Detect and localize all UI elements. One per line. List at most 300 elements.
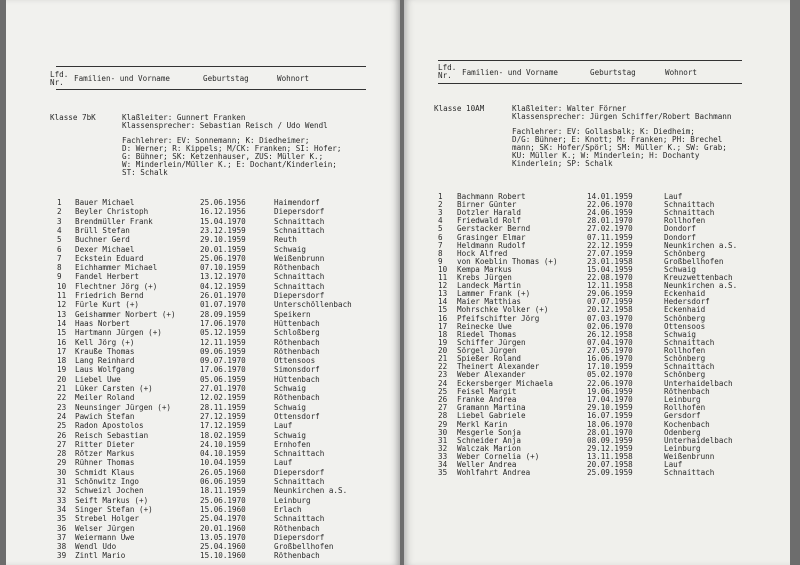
student-birthday: 20.07.1958 bbox=[587, 460, 633, 469]
student-residence: Odenberg bbox=[664, 427, 701, 437]
student-number: 14 bbox=[438, 297, 448, 307]
class-speakers: Klassensprecher: Jürgen Schiffer/Robert Bachmann bbox=[512, 112, 732, 121]
student-birthday: 28.09.1959 bbox=[200, 309, 246, 319]
student-residence: Diepersdorf bbox=[274, 291, 325, 300]
student-birthday: 22.12.1959 bbox=[587, 240, 633, 250]
right-page bbox=[404, 0, 790, 565]
student-name: Theinert Alexander bbox=[457, 362, 540, 372]
student-number: 21 bbox=[57, 384, 67, 393]
student-residence: Lauf bbox=[274, 458, 293, 468]
class-label: Klasse 10AM bbox=[434, 104, 485, 113]
student-name: Haas Norbert bbox=[75, 318, 130, 328]
subject-teachers-line: W: Minderlein/Müller K.; E: Dochant/Kinderlein; bbox=[122, 160, 337, 169]
student-name: Friedwald Rolf bbox=[457, 216, 522, 226]
student-birthday: 29.10.1959 bbox=[587, 403, 633, 413]
student-residence: Unterschöllenbach bbox=[274, 300, 352, 310]
student-number: 23 bbox=[438, 370, 448, 380]
student-name: Schönwitz Ingo bbox=[75, 477, 140, 486]
student-number: 27 bbox=[438, 403, 448, 413]
student-residence: Ernhofen bbox=[274, 439, 311, 449]
student-birthday: 26.01.1970 bbox=[200, 291, 246, 300]
student-residence: Diepersdorf bbox=[274, 207, 325, 217]
table-row bbox=[6, 236, 400, 245]
student-number: 13 bbox=[438, 289, 448, 299]
student-residence: Schwaig bbox=[274, 244, 307, 254]
subject-teachers bbox=[512, 128, 727, 168]
subject-teachers-line: mann; SK: Hofer/Spörl; SM: Müller K.; SW: Grab; bbox=[512, 143, 727, 152]
student-birthday: 29.12.1959 bbox=[587, 443, 633, 453]
student-number: 10 bbox=[57, 281, 67, 291]
student-residence: Schönberg bbox=[664, 313, 706, 323]
student-birthday: 25.06.1970 bbox=[200, 253, 246, 263]
subject-teachers-line: D/G: Bühner; E: Knott; M: Franken; PH: Brechel bbox=[512, 135, 723, 144]
nr-label: Lfd. bbox=[50, 70, 69, 79]
student-residence: Dondorf bbox=[664, 224, 697, 234]
student-residence: Diepersdorf bbox=[274, 532, 325, 542]
student-name: Wendl Udo bbox=[75, 542, 117, 552]
student-residence: Schnaittach bbox=[274, 514, 325, 524]
student-name: Schiffer Jürgen bbox=[457, 337, 526, 347]
student-birthday: 15.04.1970 bbox=[200, 216, 246, 226]
student-birthday: 26.12.1958 bbox=[587, 329, 633, 339]
student-residence: Röthenbach bbox=[274, 263, 320, 273]
table-row bbox=[6, 301, 400, 310]
student-number: 8 bbox=[57, 263, 62, 273]
col-nr-header bbox=[50, 71, 68, 87]
student-name: Dotzler Harald bbox=[457, 208, 522, 218]
student-residence: Kochenbach bbox=[664, 419, 710, 429]
col-name-header: Familien- und Vorname bbox=[462, 68, 559, 77]
student-number: 25 bbox=[438, 387, 448, 397]
class-teacher: Klaßleiter: Walter Förner bbox=[512, 104, 627, 113]
student-residence: Hüttenbach bbox=[274, 374, 320, 384]
student-birthday: 26.05.1960 bbox=[200, 467, 246, 477]
nr-label: Lfd. bbox=[438, 63, 457, 72]
table-row bbox=[6, 208, 400, 217]
student-residence: Rollhofen bbox=[664, 216, 706, 226]
student-residence: Schnaittach bbox=[664, 362, 715, 372]
student-birthday: 27.12.1959 bbox=[200, 411, 246, 421]
student-number: 7 bbox=[57, 253, 62, 263]
student-birthday: 06.06.1959 bbox=[200, 477, 246, 486]
class-teacher: Klaßleiter: Gunnert Franken bbox=[122, 113, 246, 122]
student-name: Reisch Sebastian bbox=[75, 430, 149, 440]
student-birthday: 29.10.1959 bbox=[200, 235, 246, 245]
student-birthday: 07.07.1959 bbox=[587, 297, 633, 307]
header-rule-bottom bbox=[56, 89, 366, 90]
student-residence: Schönberg bbox=[664, 354, 706, 363]
table-row bbox=[404, 469, 790, 478]
student-residence: Neunkirchen a.S. bbox=[274, 486, 348, 496]
student-residence: Speikern bbox=[274, 309, 311, 319]
student-birthday: 17.12.1959 bbox=[200, 421, 246, 431]
student-number: 2 bbox=[438, 200, 443, 210]
student-birthday: 24.06.1959 bbox=[587, 208, 633, 218]
student-number: 35 bbox=[438, 468, 448, 478]
student-name: Beyler Christoph bbox=[75, 207, 149, 217]
student-number: 38 bbox=[57, 542, 67, 552]
student-residence: Lauf bbox=[274, 421, 293, 431]
student-residence: Schwaig bbox=[664, 264, 697, 274]
student-birthday: 15.10.1960 bbox=[200, 551, 246, 561]
student-number: 2 bbox=[57, 207, 62, 217]
student-birthday: 29.06.1959 bbox=[587, 289, 633, 299]
student-name: Merkl Karin bbox=[457, 419, 508, 429]
student-name: Schweizl Jochen bbox=[75, 486, 144, 496]
student-residence: Röthenbach bbox=[274, 337, 320, 347]
student-residence: Leinburg bbox=[274, 495, 311, 505]
student-name: Sörgel Jürgen bbox=[457, 345, 517, 355]
student-birthday: 02.06.1970 bbox=[587, 321, 633, 331]
student-birthday: 25.09.1959 bbox=[587, 468, 633, 478]
student-name: Spießer Roland bbox=[457, 354, 522, 363]
student-name: Radon Apostolos bbox=[75, 421, 144, 431]
student-name: Meiler Roland bbox=[75, 393, 135, 403]
student-name: Feisel Margit bbox=[457, 387, 517, 397]
student-birthday: 12.11.1958 bbox=[587, 281, 633, 291]
student-number: 15 bbox=[438, 305, 448, 315]
student-number: 29 bbox=[438, 419, 448, 429]
student-birthday: 28.01.1970 bbox=[587, 216, 633, 226]
student-number: 7 bbox=[438, 240, 443, 250]
student-number: 18 bbox=[438, 329, 448, 339]
student-birthday: 18.06.1970 bbox=[587, 419, 633, 429]
student-name: Lammer Frank (+) bbox=[457, 289, 531, 299]
student-name: Walczak Marion bbox=[457, 443, 522, 453]
student-birthday: 19.06.1959 bbox=[587, 387, 633, 397]
student-number: 32 bbox=[438, 443, 448, 453]
col-name-header: Familien- und Vorname bbox=[74, 74, 171, 83]
student-number: 33 bbox=[57, 495, 67, 505]
student-number: 20 bbox=[438, 345, 448, 355]
student-name: Bauer Michael bbox=[75, 198, 135, 207]
student-name: Reinecke Uwe bbox=[457, 321, 512, 331]
header-rule-bottom bbox=[438, 83, 742, 84]
student-name: Lüker Carsten (+) bbox=[75, 384, 153, 393]
student-number: 31 bbox=[438, 435, 448, 445]
student-birthday: 23.12.1959 bbox=[200, 225, 246, 235]
student-name: Schneider Anja bbox=[457, 435, 522, 445]
student-name: Hartmann Jürgen (+) bbox=[75, 328, 162, 338]
student-residence: Schwaig bbox=[274, 384, 307, 393]
student-birthday: 16.12.1956 bbox=[200, 207, 246, 217]
student-number: 17 bbox=[57, 346, 67, 356]
student-number: 24 bbox=[438, 379, 448, 388]
student-residence: Röthenbach bbox=[664, 387, 710, 397]
student-birthday: 20.01.1959 bbox=[200, 244, 246, 254]
student-name: Fürle Kurt (+) bbox=[75, 300, 140, 310]
student-residence: Ottensoos bbox=[664, 321, 706, 331]
student-number: 12 bbox=[57, 300, 67, 310]
student-number: 16 bbox=[57, 337, 67, 347]
student-birthday: 17.06.1970 bbox=[200, 365, 246, 375]
subject-teachers bbox=[122, 137, 341, 177]
student-name: Mohrschke Volker (+) bbox=[457, 305, 549, 315]
student-name: Maier Matthias bbox=[457, 297, 522, 307]
student-residence: Eckenhaid bbox=[664, 305, 706, 315]
student-number: 19 bbox=[438, 337, 448, 347]
student-birthday: 01.07.1970 bbox=[200, 300, 246, 310]
header-rule-top bbox=[438, 60, 742, 61]
student-number: 3 bbox=[57, 216, 62, 226]
student-number: 6 bbox=[57, 244, 62, 254]
table-row bbox=[6, 394, 400, 403]
student-number: 30 bbox=[438, 427, 448, 437]
student-number: 9 bbox=[438, 256, 443, 266]
student-number: 20 bbox=[57, 374, 67, 384]
student-residence: Dondorf bbox=[664, 232, 697, 242]
student-name: Geishammer Norbert (+) bbox=[75, 309, 176, 319]
student-number: 26 bbox=[57, 430, 67, 440]
table-row bbox=[6, 487, 400, 496]
student-birthday: 07.11.1959 bbox=[587, 232, 633, 242]
subject-teachers-line: D: Werner; R: Kippels; M/CK: Franken; SI: Hofer; bbox=[122, 144, 342, 153]
student-number: 5 bbox=[438, 224, 443, 234]
table-row bbox=[6, 552, 400, 561]
student-birthday: 10.04.1959 bbox=[200, 458, 246, 468]
student-number: 13 bbox=[57, 309, 67, 319]
student-birthday: 28.01.1970 bbox=[587, 427, 633, 437]
student-name: Eichhammer Michael bbox=[75, 263, 158, 273]
student-name: Brendmüller Frank bbox=[75, 216, 153, 226]
student-birthday: 25.04.1970 bbox=[200, 514, 246, 524]
student-residence: Leinburg bbox=[664, 395, 701, 405]
student-residence: Weißenbrunn bbox=[664, 451, 715, 461]
student-number: 28 bbox=[57, 449, 67, 459]
header-rule-top bbox=[56, 66, 366, 67]
student-name: Laus Wolfgang bbox=[75, 365, 135, 375]
student-residence: Schnaittach bbox=[664, 468, 715, 478]
student-residence: Lauf bbox=[664, 460, 683, 469]
subject-teachers-line: Fachlehrer: EV: Sonnemann; K: Diedheimer; bbox=[122, 136, 310, 145]
student-birthday: 17.06.1970 bbox=[200, 318, 246, 328]
student-name: Landeck Martin bbox=[457, 281, 522, 291]
student-residence: Röthenbach bbox=[274, 346, 320, 356]
student-birthday: 14.01.1959 bbox=[587, 192, 633, 201]
class-label: Klasse 7bK bbox=[50, 113, 96, 122]
student-residence: Schnaittach bbox=[274, 477, 325, 486]
student-number: 21 bbox=[438, 354, 448, 363]
student-birthday: 13.11.1958 bbox=[587, 451, 633, 461]
student-residence: Schnaittach bbox=[664, 200, 715, 210]
student-residence: Ottensdorf bbox=[274, 411, 320, 421]
student-name: Flechtner Jörg (+) bbox=[75, 281, 158, 291]
student-residence: Schnaittach bbox=[274, 449, 325, 459]
col-nr-header bbox=[438, 64, 456, 80]
student-name: Lang Reinhard bbox=[75, 356, 135, 366]
student-birthday: 05.02.1970 bbox=[587, 370, 633, 380]
student-number: 11 bbox=[57, 291, 67, 300]
nr-label-2: Nr. bbox=[438, 71, 452, 80]
table-row bbox=[6, 422, 400, 431]
student-birthday: 08.09.1959 bbox=[587, 435, 633, 445]
student-birthday: 27.05.1970 bbox=[587, 345, 633, 355]
student-name: Kempa Markus bbox=[457, 264, 512, 274]
student-residence: Eckenhaid bbox=[664, 289, 706, 299]
student-birthday: 07.04.1970 bbox=[587, 337, 633, 347]
student-birthday: 15.06.1960 bbox=[200, 504, 246, 514]
student-birthday: 25.06.1970 bbox=[200, 495, 246, 505]
student-number: 1 bbox=[57, 198, 62, 207]
student-name: Heldmann Rudolf bbox=[457, 240, 526, 250]
student-name: Neunsinger Jürgen (+) bbox=[75, 402, 172, 412]
student-birthday: 18.11.1959 bbox=[200, 486, 246, 496]
student-number: 4 bbox=[57, 225, 62, 235]
student-birthday: 09.06.1959 bbox=[200, 346, 246, 356]
student-name: Liebel Gabriele bbox=[457, 411, 526, 421]
student-name: Riedel Thomas bbox=[457, 329, 517, 339]
student-residence: Röthenbach bbox=[274, 523, 320, 533]
student-residence: Schwaig bbox=[664, 329, 697, 339]
student-number: 34 bbox=[438, 460, 448, 469]
student-birthday: 16.07.1959 bbox=[587, 411, 633, 421]
student-residence: Reuth bbox=[274, 235, 297, 245]
student-birthday: 27.07.1959 bbox=[587, 248, 633, 258]
student-name: Friedrich Bernd bbox=[75, 291, 144, 300]
student-number: 16 bbox=[438, 313, 448, 323]
student-number: 26 bbox=[438, 395, 448, 405]
student-residence: Schnaittach bbox=[664, 337, 715, 347]
student-birthday: 22.06.1970 bbox=[587, 200, 633, 210]
col-residence-header: Wohnort bbox=[277, 74, 310, 83]
student-number: 1 bbox=[438, 192, 443, 201]
student-number: 15 bbox=[57, 328, 67, 338]
subject-teachers-line: Kinderlein; SP: Schalk bbox=[512, 159, 613, 168]
student-residence: Kreuzwettenbach bbox=[664, 273, 733, 282]
student-birthday: 05.06.1959 bbox=[200, 374, 246, 384]
student-name: Krauße Thomas bbox=[75, 346, 135, 356]
student-residence: Großbellhofen bbox=[274, 542, 334, 552]
student-birthday: 24.10.1959 bbox=[200, 439, 246, 449]
student-name: Pawich Stefan bbox=[75, 411, 135, 421]
student-residence: Neunkirchen a.S. bbox=[664, 240, 738, 250]
student-residence: Neunkirchen a.S. bbox=[664, 281, 738, 291]
student-residence: Schönberg bbox=[664, 370, 706, 380]
student-residence: Röthenbach bbox=[274, 393, 320, 403]
student-number: 29 bbox=[57, 458, 67, 468]
student-birthday: 13.05.1970 bbox=[200, 532, 246, 542]
table-row bbox=[6, 515, 400, 524]
student-name: Strebel Holger bbox=[75, 514, 140, 524]
student-number: 22 bbox=[438, 362, 448, 372]
student-number: 8 bbox=[438, 248, 443, 258]
nr-label-2: Nr. bbox=[50, 78, 64, 87]
student-number: 17 bbox=[438, 321, 448, 331]
student-number: 9 bbox=[57, 272, 62, 282]
col-residence-header: Wohnort bbox=[665, 68, 698, 77]
student-number: 24 bbox=[57, 411, 67, 421]
student-residence: Rollhofen bbox=[664, 345, 706, 355]
subject-teachers-line: Fachlehrer: EV: Gollasbalk; K: Diedheim; bbox=[512, 127, 695, 136]
student-number: 34 bbox=[57, 504, 67, 514]
student-name: Singer Stefan (+) bbox=[75, 504, 153, 514]
student-residence: Hedersdorf bbox=[664, 297, 710, 307]
student-birthday: 04.12.1959 bbox=[200, 281, 246, 291]
class-speakers: Klassensprecher: Sebastian Reisch / Udo Wendl bbox=[122, 121, 328, 130]
student-birthday: 27.02.1970 bbox=[587, 224, 633, 234]
student-name: Welser Jürgen bbox=[75, 523, 135, 533]
student-name: Zintl Mario bbox=[75, 551, 126, 561]
student-number: 4 bbox=[438, 216, 443, 226]
student-birthday: 22.06.1970 bbox=[587, 379, 633, 388]
student-number: 5 bbox=[57, 235, 62, 245]
student-name: Weiermann Uwe bbox=[75, 532, 135, 542]
student-birthday: 07.03.1970 bbox=[587, 313, 633, 323]
student-number: 39 bbox=[57, 551, 67, 561]
student-residence: Ottensoos bbox=[274, 356, 316, 366]
student-residence: Hüttenbach bbox=[274, 318, 320, 328]
student-birthday: 09.07.1970 bbox=[200, 356, 246, 366]
student-residence: Weißenbrunn bbox=[274, 253, 325, 263]
student-name: Liebel Uwe bbox=[75, 374, 121, 384]
student-name: Eckersberger Michaela bbox=[457, 379, 554, 388]
student-number: 35 bbox=[57, 514, 67, 524]
student-birthday: 04.10.1959 bbox=[200, 449, 246, 459]
student-residence: Erlach bbox=[274, 504, 302, 514]
student-residence: Gersdorf bbox=[664, 411, 701, 421]
student-name: Franke Andrea bbox=[457, 395, 517, 405]
student-birthday: 20.01.1960 bbox=[200, 523, 246, 533]
student-residence: Schönberg bbox=[664, 248, 706, 258]
student-residence: Schloßberg bbox=[274, 328, 320, 338]
student-number: 6 bbox=[438, 232, 443, 242]
student-birthday: 28.11.1959 bbox=[200, 402, 246, 412]
student-birthday: 05.12.1959 bbox=[200, 328, 246, 338]
student-number: 36 bbox=[57, 523, 67, 533]
student-number: 10 bbox=[438, 264, 448, 274]
student-birthday: 23.01.1958 bbox=[587, 256, 633, 266]
student-residence: Diepersdorf bbox=[274, 467, 325, 477]
student-name: Fandel Herbert bbox=[75, 272, 140, 282]
student-birthday: 07.10.1959 bbox=[200, 263, 246, 273]
student-residence: Rollhofen bbox=[664, 403, 706, 413]
student-birthday: 17.10.1959 bbox=[587, 362, 633, 372]
student-name: Weller Andrea bbox=[457, 460, 517, 469]
student-birthday: 12.02.1959 bbox=[200, 393, 246, 403]
subject-teachers-line: ST: Schalk bbox=[122, 168, 168, 177]
student-birthday: 13.12.1970 bbox=[200, 272, 246, 282]
student-number: 25 bbox=[57, 421, 67, 431]
student-number: 32 bbox=[57, 486, 67, 496]
table-row bbox=[6, 329, 400, 338]
student-number: 14 bbox=[57, 318, 67, 328]
student-birthday: 18.02.1959 bbox=[200, 430, 246, 440]
student-residence: Schnaittach bbox=[274, 216, 325, 226]
student-birthday: 20.12.1958 bbox=[587, 305, 633, 315]
student-number: 23 bbox=[57, 402, 67, 412]
student-name: Bachmann Robert bbox=[457, 192, 526, 201]
student-birthday: 12.11.1959 bbox=[200, 337, 246, 347]
student-name: Rötzer Markus bbox=[75, 449, 135, 459]
student-number: 3 bbox=[438, 208, 443, 218]
student-residence: Haimendorf bbox=[274, 198, 320, 207]
student-number: 33 bbox=[438, 451, 448, 461]
student-name: Ritter Dieter bbox=[75, 439, 135, 449]
student-number: 12 bbox=[438, 281, 448, 291]
student-birthday: 15.04.1959 bbox=[587, 264, 633, 274]
student-number: 22 bbox=[57, 393, 67, 403]
student-name: Brüll Stefan bbox=[75, 225, 130, 235]
student-number: 19 bbox=[57, 365, 67, 375]
student-name: Mesgerle Sonja bbox=[457, 427, 522, 437]
student-name: Grasinger Elmar bbox=[457, 232, 526, 242]
student-number: 28 bbox=[438, 411, 448, 421]
student-residence: Schnaittach bbox=[274, 281, 325, 291]
subject-teachers-line: KU: Müller K.; W: Minderlein; H: Dochanty bbox=[512, 151, 700, 160]
student-residence: Unterhaidelbach bbox=[664, 435, 733, 445]
student-name: Buchner Gerd bbox=[75, 235, 130, 245]
student-birthday: 16.06.1970 bbox=[587, 354, 633, 363]
